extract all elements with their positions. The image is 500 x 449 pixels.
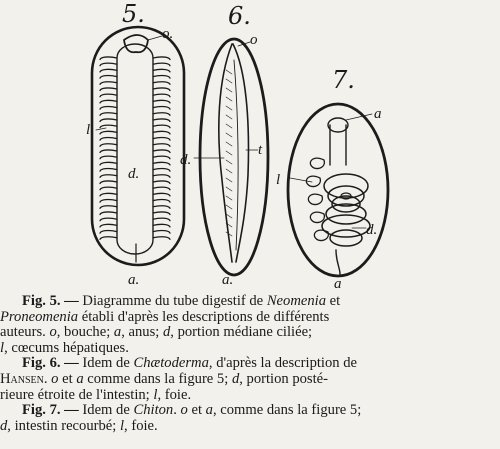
- figure-7-body-outline: [288, 104, 388, 276]
- figure-7-coil-loop: [322, 215, 370, 237]
- figure-5-cecum-right: [153, 100, 170, 103]
- figure-7-anus-duct: [336, 250, 340, 274]
- caption-text: , bouche;: [56, 324, 114, 341]
- figure-5-cecum-right: [153, 119, 170, 122]
- figure-5-cecum-left: [100, 144, 117, 147]
- figure-5-cecum-right: [153, 144, 170, 147]
- figure-5-cecum-left: [100, 200, 117, 203]
- figure-6-hatch-line: [226, 79, 232, 83]
- figure-5-cecum-left: [100, 212, 117, 215]
- caption-taxon: Proneomenia: [0, 308, 79, 325]
- figure-7-coil-loop: [326, 204, 366, 224]
- caption-symbol: o: [180, 402, 188, 419]
- caption-taxon: Chiton: [133, 402, 174, 419]
- figure-5-cecum-right: [153, 187, 170, 190]
- caption-symbol: l: [153, 386, 158, 403]
- figure-5-cecum-left: [100, 88, 117, 91]
- figure-5-cecum-left: [100, 224, 117, 227]
- figure-5-number: 5.: [122, 0, 145, 28]
- caption-text: , portion médiane ciliée;: [170, 324, 313, 341]
- figure-7-liver-lobe: [314, 230, 328, 240]
- caption-symbol: d: [162, 324, 171, 341]
- caption-text: , cœcums hépatiques.: [4, 339, 129, 356]
- figure-5: [86, 0, 184, 288]
- figure-6-label-o: o: [250, 32, 258, 48]
- figure-7-liver-lobes: [306, 158, 328, 240]
- figure-5-hepatic-ceca: [100, 57, 170, 239]
- figure-6-hatch-line: [226, 178, 232, 182]
- figure-5-label-o: o.: [162, 26, 174, 42]
- figure-5-cecum-left: [100, 119, 117, 122]
- caption-text: établi d'après les descriptions de différents: [78, 308, 330, 325]
- caption-fig5-line2: [0, 310, 496, 326]
- caption-text: et: [326, 294, 341, 309]
- caption-text: , d'après la description de: [208, 355, 358, 372]
- figure-7-liver-lobe: [308, 194, 322, 204]
- figure-5-cecum-right: [153, 231, 170, 234]
- figure-5-cecum-right: [153, 150, 170, 153]
- figure-7-label-a-bottom: a: [334, 276, 342, 290]
- figure-6-number: 6.: [228, 2, 251, 30]
- figure-5-cecum-left: [100, 100, 117, 103]
- figure-5-cecum-left: [100, 76, 117, 79]
- figure-5-cecum-right: [153, 200, 170, 203]
- figure-5-cecum-right: [153, 181, 170, 184]
- figure-5-cecum-left: [100, 82, 117, 85]
- caption-text: , foie.: [124, 417, 158, 434]
- figure-6-label-t: t: [258, 142, 263, 158]
- caption-fig5-label: Fig. 5. —: [22, 294, 79, 309]
- figure-5-cecum-left: [100, 181, 117, 184]
- caption-text: , portion posté-: [239, 370, 329, 387]
- figure-6-hatch-line: [226, 106, 232, 110]
- figure-5-cecum-right: [153, 76, 170, 79]
- figure-5-cecum-left: [100, 187, 117, 190]
- figure-5-cecum-left: [100, 237, 117, 240]
- figure-7-label-d: d.: [366, 222, 378, 238]
- caption-fig6-label: Fig. 6. —: [22, 355, 79, 372]
- figure-6-hatch-line: [226, 70, 232, 74]
- caption-text: et: [58, 370, 77, 387]
- figure-6-hatch-line: [226, 133, 232, 137]
- figure-5-cecum-left: [100, 138, 117, 141]
- figure-5-label-a: a.: [128, 272, 140, 288]
- figure-7-liver-lobe: [310, 158, 324, 168]
- figure-5-cecum-left: [100, 206, 117, 209]
- caption-symbol: a: [76, 370, 84, 387]
- caption-fig5-line3: [0, 325, 496, 341]
- figure-5-cecum-right: [153, 162, 170, 165]
- figure-7-label-a-top: a: [374, 106, 382, 122]
- figure-5-cecum-left: [100, 193, 117, 196]
- figure-6-hatch-line: [226, 88, 232, 92]
- figure-6-liver-shading: [226, 70, 232, 236]
- figure-6-label-d: d.: [180, 152, 192, 168]
- caption-symbol: l: [0, 339, 5, 356]
- caption-text: .: [173, 402, 181, 419]
- figure-7-leader-l: [290, 178, 312, 182]
- figure-5-leader-o: [148, 36, 162, 40]
- figure-5-cecum-left: [100, 218, 117, 221]
- figure-5-cecum-left: [100, 107, 117, 110]
- figure-5-cecum-right: [153, 88, 170, 91]
- figure-5-cecum-left: [100, 113, 117, 116]
- figure-5-label-d: d.: [128, 166, 140, 182]
- caption-symbol: a: [205, 402, 213, 419]
- figure-5-cecum-left: [100, 175, 117, 178]
- caption-symbol: l: [119, 417, 125, 434]
- figure-5-cecum-left: [100, 150, 117, 153]
- figure-5-cecum-right: [153, 113, 170, 116]
- caption-fig6-line2: [0, 372, 496, 388]
- figure-6-label-a: a.: [222, 272, 234, 288]
- figure-5-cecum-right: [153, 57, 170, 60]
- caption-text: Diagramme du tube digestif de: [78, 294, 267, 309]
- caption-text: auteurs.: [0, 324, 50, 341]
- caption-text: , foie.: [157, 386, 192, 403]
- figure-5-cecum-left: [100, 131, 117, 134]
- figure-5-cecum-right: [153, 175, 170, 178]
- figure-5-cecum-left: [100, 156, 117, 159]
- figure-5-cecum-left: [100, 57, 117, 60]
- figure-6-hatch-line: [226, 160, 232, 164]
- figure-6-hatch-line: [226, 115, 232, 119]
- figure-6: [180, 2, 268, 288]
- figure-6-gut-midline: [234, 60, 238, 250]
- caption-text: et: [187, 402, 206, 419]
- caption-fig5-line1: [0, 294, 496, 310]
- figure-5-cecum-right: [153, 237, 170, 240]
- caption-symbol: o: [49, 324, 57, 341]
- figure-6-hatch-line: [226, 196, 232, 200]
- figure-5-cecum-left: [100, 169, 117, 172]
- figure-7-mouth: [328, 118, 348, 132]
- figure-6-hatch-line: [226, 169, 232, 173]
- caption-fig6-line3: [0, 388, 496, 404]
- figure-5-cecum-right: [153, 224, 170, 227]
- figure-7-label-l: l: [276, 172, 281, 188]
- caption-symbol: o: [51, 370, 59, 387]
- figure-5-cecum-right: [153, 107, 170, 110]
- figure-6-hatch-line: [226, 205, 232, 209]
- figure-5-cecum-right: [153, 82, 170, 85]
- caption-author: Hansen.: [0, 370, 52, 387]
- figure-6-hatch-line: [226, 142, 232, 146]
- figure-5-label-l: l: [86, 122, 91, 138]
- figure-5-cecum-right: [153, 94, 170, 97]
- figure-5-cecum-right: [153, 169, 170, 172]
- figure-5-cecum-right: [153, 63, 170, 66]
- figure-caption: [0, 294, 496, 434]
- figure-5-cecum-right: [153, 193, 170, 196]
- figure-5-cecum-left: [100, 94, 117, 97]
- caption-text: Idem de: [78, 402, 134, 419]
- caption-symbol: a: [113, 324, 122, 341]
- figure-6-gut-left-edge: [219, 44, 232, 262]
- caption-text: comme dans la figure 5;: [83, 370, 232, 387]
- figure-6-hatch-line: [226, 151, 232, 155]
- figure-7-liver-lobe: [310, 212, 324, 222]
- caption-symbol: d: [231, 370, 240, 387]
- caption-taxon: Chætoderma: [133, 355, 209, 372]
- figure-5-cecum-right: [153, 131, 170, 134]
- caption-taxon: Neomenia: [266, 294, 326, 309]
- figure-5-cecum-left: [100, 69, 117, 72]
- figure-7-number: 7.: [332, 66, 355, 94]
- caption-symbol: d: [0, 417, 8, 434]
- caption-fig6-line1: [0, 356, 496, 372]
- figure-5-cecum-right: [153, 218, 170, 221]
- figure-5-cecum-left: [100, 125, 117, 128]
- figure-6-hatch-line: [226, 97, 232, 101]
- figure-5-leader-l: [96, 128, 106, 130]
- figure-6-hatch-line: [226, 187, 232, 191]
- caption-text: , anus;: [121, 324, 163, 341]
- figure-5-cecum-left: [100, 63, 117, 66]
- figure-5-cecum-right: [153, 212, 170, 215]
- caption-fig7-line2: [0, 419, 496, 435]
- figure-7: [276, 66, 388, 290]
- figure-5-cecum-right: [153, 156, 170, 159]
- caption-text: , intestin recourbé;: [7, 417, 120, 434]
- figure-5-cecum-right: [153, 138, 170, 141]
- caption-fig7-label: Fig. 7. —: [22, 402, 79, 419]
- caption-fig5-line4: [0, 341, 496, 357]
- figure-5-cecum-right: [153, 69, 170, 72]
- figure-5-cecum-left: [100, 231, 117, 234]
- figure-5-cecum-right: [153, 206, 170, 209]
- figure-5-cecum-right: [153, 125, 170, 128]
- caption-fig7-line1: [0, 403, 496, 419]
- figure-7-coil-loop: [330, 230, 362, 246]
- caption-text: Idem de: [78, 355, 134, 372]
- figure-6-hatch-line: [226, 124, 232, 128]
- figure-5-gut-tube: [117, 44, 153, 254]
- caption-text: , comme dans la figure 5;: [212, 402, 362, 419]
- figure-5-cecum-left: [100, 162, 117, 165]
- caption-text: rieure étroite de l'intestin;: [0, 386, 154, 403]
- figure-7-coiled-intestine: [322, 174, 370, 246]
